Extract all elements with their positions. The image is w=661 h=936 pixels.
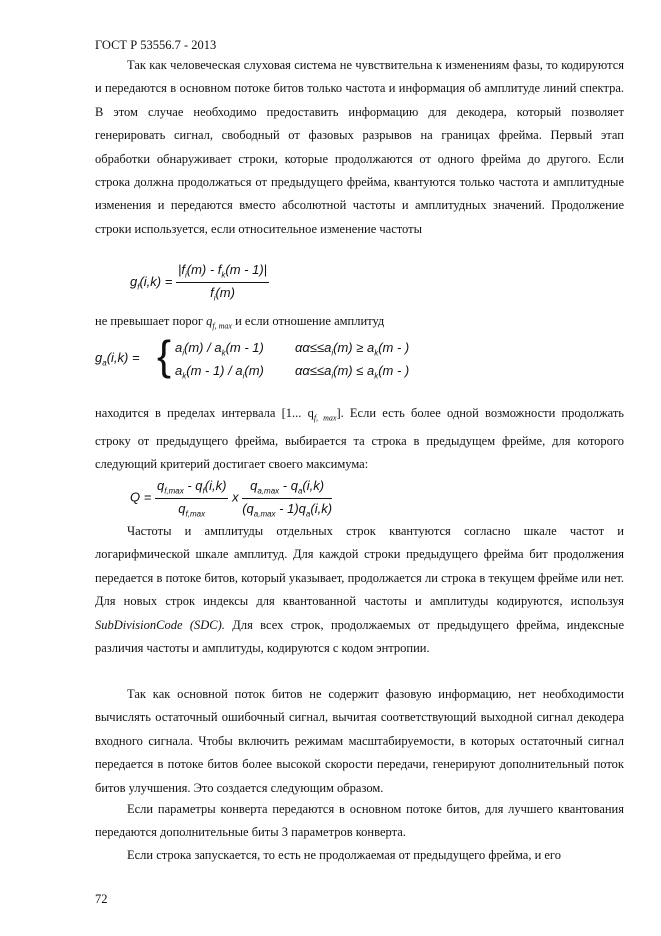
paragraph-7: Если строка запускается, то есть не продолжаемая от предыдущего фрейма, и его (127, 848, 561, 862)
paragraph-3: находится в пределах интервала [1... $q_{f, max}$]. Если есть более одной возможности продолжать строку от предыдущего фрейма, выбирается та строка в предыдущем фрейме, для которого следующий критерий достигает своего максимума: (95, 406, 624, 472)
formula-criterion-q (130, 478, 332, 518)
formula1-fraction (176, 262, 269, 302)
formula1-numerator: $|f_i(m) - f_k(m - 1)|$ (176, 262, 269, 283)
formula-frequency-change (130, 262, 269, 302)
formula2-row1: $a_i(m) / a_k(m - 1)$ (175, 340, 264, 358)
paragraph-4: Частоты и амплитуды отдельных строк квантуются согласно шкале частот и логарифмической шкале амплитуд. Для каждой строки предыдущего фрейма бит продолжения передается в потоке битов, который указывает, продолжается ли строка в текущем фрейме или нет. Для новых строк индексы для квантованной частоты и амплитуды кодируются, используя SubDivisionCode (SDC). Для всех строк, продолжаемых от предыдущего фрейма, индексные различия частоты и амплитуды, кодируются с кодом энтропии. (95, 524, 625, 656)
formula3-times: x (232, 489, 239, 505)
formula3-f1-numerator: $q_{f,max} - q_f(i,k)$ (155, 478, 229, 499)
formula2-row2-condition: $\alpha\alpha\le\le a_i(m) \le a_k(m$ - ) (295, 363, 410, 381)
paragraph-6: Если параметры конверта передаются в основном потоке битов, для лучшего квантования передаются дополнительные биты 3 параметров конверта. (95, 802, 624, 840)
formula3-fraction-2 (242, 478, 332, 518)
formula1-lhs: $g_f(i,k)$ = (130, 273, 173, 292)
formula-amplitude-ratio (95, 332, 515, 388)
formula2-lhs: $g_a(i,k)$ = (95, 350, 140, 368)
formula2-row1-condition: $\alpha\alpha\le\le a_i(m) \ge a_k(m$ - ) (295, 340, 410, 358)
formula1-denominator: $f_i(m)$ (210, 284, 235, 303)
formula3-f2-numerator: $q_{a,max} - q_a(i,k)$ (242, 478, 332, 499)
formula3-fraction-1 (155, 478, 229, 518)
page-number: 72 (95, 892, 108, 906)
formula3-f1-denominator: $q_{f,max}$ (178, 500, 206, 519)
document-header: ГОСТ Р 53556.7 - 2013 (95, 38, 217, 52)
paragraph-5: Так как основной поток битов не содержит фазовую информацию, нет необходимости вычислять остаточный ошибочный сигнал, вычитая соответствующий выходной сигнал декодера входного сигнала. Чтобы включить режимам масштабируемости, в которых остаточный сигнал передается в потоке битов более высокой скорости передачи, генерируют дополнительный поток битов улучшения. Это создается следующим образом. (95, 687, 624, 795)
formula2-brace: { (157, 332, 172, 379)
formula3-f2-denominator: $(q_{a,max} - 1)q_a(i,k)$ (242, 500, 333, 519)
paragraph-1: Так как человеческая слуховая система не чувствительна к изменениям фазы, то кодируются и передаются в основном потоке битов только частота и информация об амплитуде линий спектра. В этом случае необходимо предоставить информацию для декодера, который позволяет генерировать сигнал, свободный от фазовых разрывов на границах фрейма. Первый этап обработки обнаруживает строки, которые продолжаются от одного фрейма до другого. Если строка должна продолжаться от предыдущего фрейма, квантуются только частота и амплитудные изменения и передаются вместо абсолютной частоты и амплитудных значений. Продолжение строки используется, если относительное изменение частоты (95, 58, 624, 236)
paragraph-2: не превышает порог $q_{f, max}$ и если отношение амплитуд (95, 314, 385, 331)
formula2-row2: $a_k(m - 1) / a_i(m)$ (175, 363, 264, 381)
formula3-lhs: Q = (130, 489, 152, 505)
